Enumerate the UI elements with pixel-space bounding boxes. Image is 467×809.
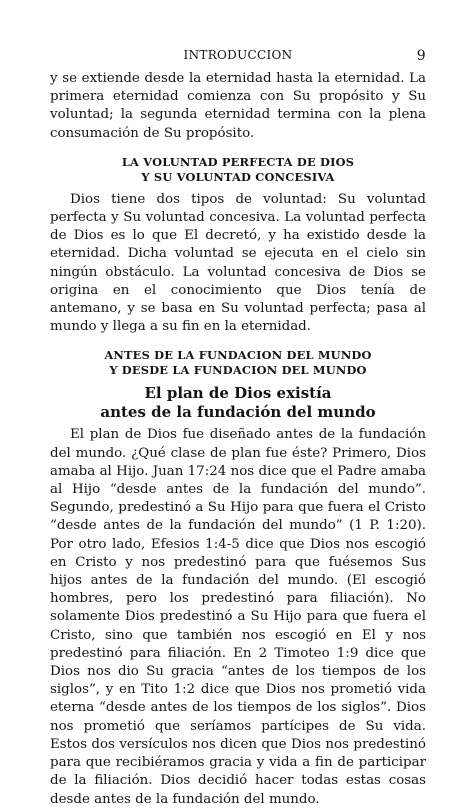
section-heading-voluntad [50,155,426,185]
subsection-heading-plan [50,384,426,422]
running-title: INTRODUCCION [183,48,293,62]
paragraph-plan: El plan de Dios fue diseñado antes de la fundación del mundo. ¿Qué clase de plan fue éste? Primero, Dios amaba al Hijo. Juan 17:24 nos dice que el Padre amaba al Hijo “desde antes de la fundación del mundo”. Segundo, predestinó a Su Hijo para que fuera el Cristo “desde antes de la fundación del mundo” (1 P. 1:20). Por otro lado, Efesios 1:4-5 dice que Dios nos escogió en Cristo y nos predestinó para que fuésemos Sus hijos antes de la fundación del mundo. (El escogió hombres, pero los predestinó para filiación). No solamente Dios predestinó a Su Hijo para que fuera el Cristo, sino que también nos escogió en El y nos predestinó para filiación. En 2 Timoteo 1:9 dice que Dios nos dio Su gracia “antes de los tiempos de los siglos”, y en Tito 1:2 dice que Dios nos prometió vida eterna “desde antes de los tiempos de los siglos”. Dios nos prometió que seríamos partícipes de Su vida. Estos dos versículos nos dicen que Dios nos predestinó para que recibiéramos gracia y vida a fin de participar de la filiación. Dios decidió hacer todas estas cosas desde antes de la fundación del mundo. [50,427,426,807]
paragraph-continuation: y se extiende desde la eternidad hasta la eternidad. La primera eternidad comienza con Su propósito y Su voluntad; la segunda eternidad termina con la plena consumación de Su propósito. [50,71,426,141]
section-heading-line: Y DESDE LA FUNDACION DEL MUNDO [109,363,367,378]
running-header [50,48,426,70]
section-heading-fundacion [50,348,426,378]
section-heading-line: Y SU VOLUNTAD CONCESIVA [141,169,335,184]
section-heading-line: ANTES DE LA FUNDACION DEL MUNDO [104,348,372,363]
book-page [50,48,426,809]
subsection-heading-line: antes de la fundación del mundo [100,403,376,422]
subsection-heading-line: El plan de Dios existía [144,384,332,403]
paragraph-voluntad: Dios tiene dos tipos de voluntad: Su voluntad perfecta y Su voluntad concesiva. La voluntad perfecta de Dios es lo que El decretó, y ha existido desde la eternidad. Dicha voluntad se ejecuta en el cielo sin ningún obstáculo. La voluntad concesiva de Dios se origina en el conocimiento que Dios tenía de antemano, y se basa en Su voluntad perfecta; pasa al mundo y llega a su fin en la eternidad. [50,191,426,335]
page-number: 9 [416,48,426,64]
section-heading-line: LA VOLUNTAD PERFECTA DE DIOS [121,154,355,169]
